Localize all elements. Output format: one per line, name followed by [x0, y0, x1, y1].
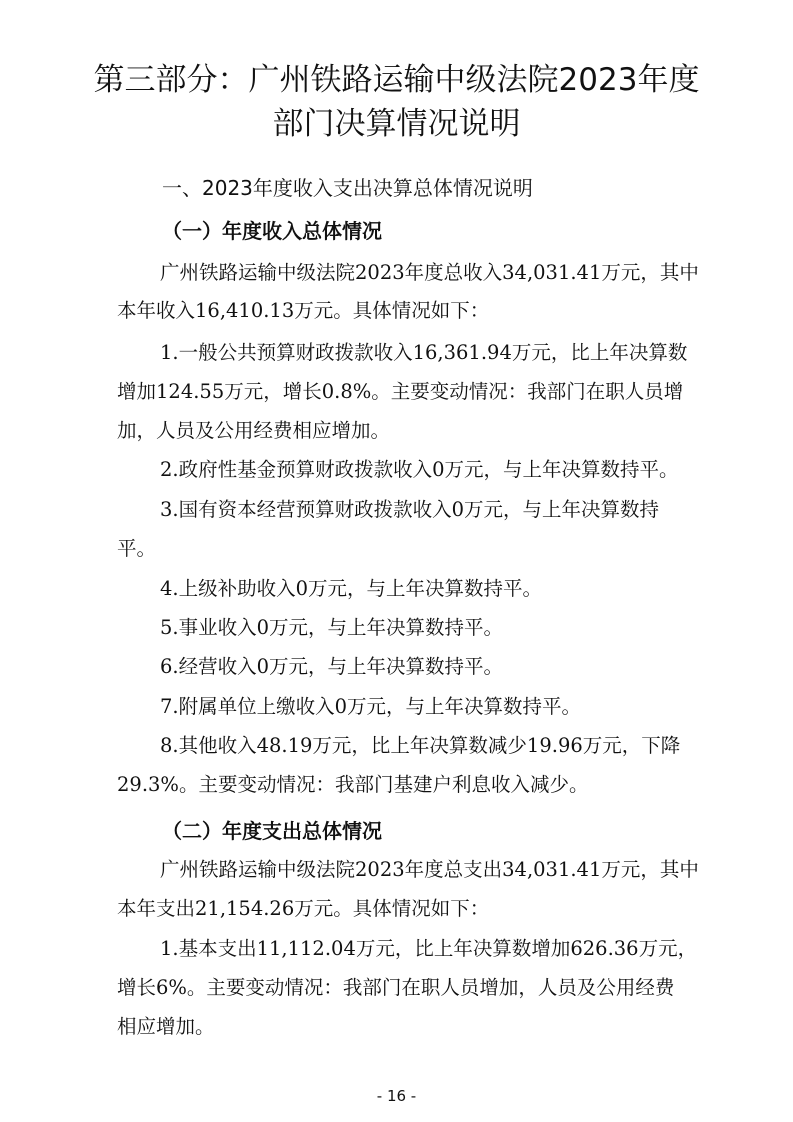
- page-title-line-1: 第三部分：广州铁路运输中级法院2023年度: [93, 62, 700, 98]
- expenditure-item-1-line-2: 增长6%。主要变动情况：我部门在职人员增加，人员及公用经费: [117, 976, 675, 999]
- page-title-line-2: 部门决算情况说明: [272, 106, 521, 142]
- income-intro-line-1: 广州铁路运输中级法院2023年度总收入34,031.41万元，其中: [160, 261, 699, 284]
- page-number: - 16 -: [376, 1087, 417, 1105]
- income-item-1-line-1: 1.一般公共预算财政拨款收入16,361.94万元，比上年决算数: [160, 341, 688, 364]
- income-item-3-line-1: 3.国有资本经营预算财政拨款收入0万元，与上年决算数持: [160, 498, 660, 521]
- expenditure-item-1-line-1: 1.基本支出11,112.04万元，比上年决算数增加626.36万元，: [160, 937, 698, 960]
- expenditure-heading: （二）年度支出总体情况: [162, 819, 382, 843]
- income-item-1-line-3: 加，人员及公用经费相应增加。: [117, 419, 391, 442]
- income-item-6: 6.经营收入0万元，与上年决算数持平。: [160, 655, 504, 678]
- income-item-1-line-2: 增加124.55万元，增长0.8%。主要变动情况：我部门在职人员增: [117, 380, 684, 403]
- income-item-3-line-2: 平。: [117, 537, 157, 560]
- income-item-5: 5.事业收入0万元，与上年决算数持平。: [160, 616, 504, 639]
- expenditure-intro-line-1: 广州铁路运输中级法院2023年度总支出34,031.41万元，其中: [160, 858, 699, 881]
- expenditure-intro-line-2: 本年支出21,154.26万元。具体情况如下：: [117, 897, 490, 920]
- income-item-4: 4.上级补助收入0万元，与上年决算数持平。: [160, 577, 543, 600]
- section-heading-1: 一、2023年度收入支出决算总体情况说明: [162, 176, 533, 200]
- expenditure-item-1-line-3: 相应增加。: [117, 1015, 215, 1038]
- income-heading: （一）年度收入总体情况: [162, 219, 382, 243]
- income-item-8-line-1: 8.其他收入48.19万元，比上年决算数减少19.96万元，下降: [160, 734, 681, 757]
- income-item-8-line-2: 29.3%。主要变动情况：我部门基建户利息收入减少。: [117, 773, 589, 796]
- income-intro-line-2: 本年收入16,410.13万元。具体情况如下：: [117, 299, 490, 322]
- income-item-7: 7.附属单位上缴收入0万元，与上年决算数持平。: [160, 695, 582, 718]
- income-item-2: 2.政府性基金预算财政拨款收入0万元，与上年决算数持平。: [160, 458, 679, 481]
